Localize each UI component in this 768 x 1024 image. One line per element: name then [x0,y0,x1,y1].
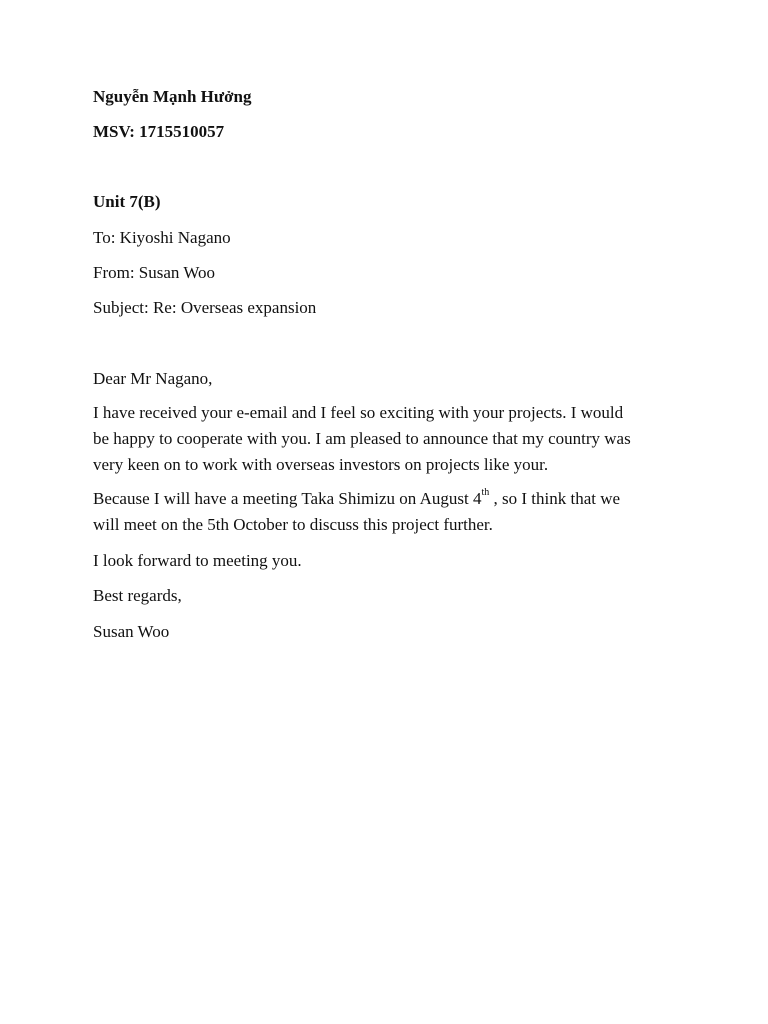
letter-paragraph-2 [93,486,683,538]
paragraph-2-text: , so I think that we [489,489,621,508]
letter-closing-line: I look forward to meeting you. [93,551,302,570]
ordinal-suffix: th [481,487,490,499]
letter-signature: Susan Woo [93,622,170,641]
paragraph-2-line-2: will meet on the 5th October to discuss this project further. [93,515,493,534]
student-id: MSV: 1715510057 [93,122,225,141]
memo-from: From: Susan Woo [93,263,216,282]
paragraph-1-line: be happy to cooperate with you. I am pleased to announce that my country was [93,429,631,448]
letter-greeting: Dear Mr Nagano, [93,369,213,388]
unit-heading: Unit 7(B) [93,192,161,211]
letter-paragraph-1 [93,400,683,478]
paragraph-2-line-1 [93,486,683,512]
memo-to: To: Kiyoshi Nagano [93,228,231,247]
paragraph-1-line: I have received your e-email and I feel so exciting with your projects. I would [93,403,624,422]
author-name: Nguyễn Mạnh Hưởng [93,87,252,106]
paragraph-2-text: Because I will have a meeting Taka Shimizu on August 4 [93,489,482,508]
memo-subject: Subject: Re: Overseas expansion [93,298,317,317]
letter-signoff: Best regards, [93,586,182,605]
paragraph-1-line: very keen on to work with overseas investors on projects like your. [93,455,549,474]
